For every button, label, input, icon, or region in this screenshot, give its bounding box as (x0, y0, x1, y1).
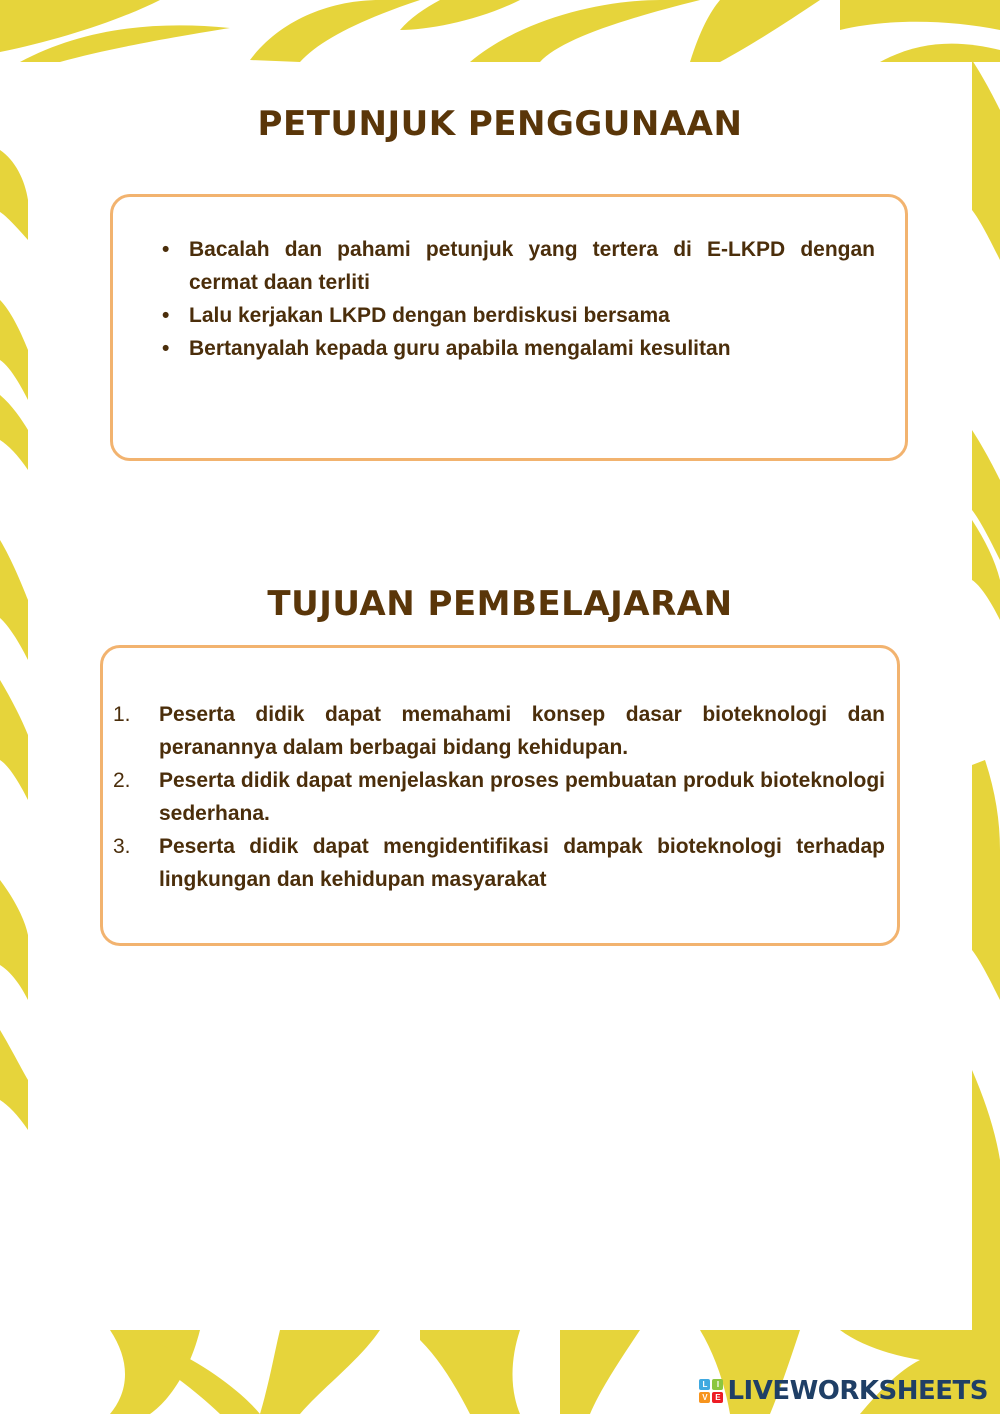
list-item: 3. Peserta didik dapat mengidentifikasi dampak bioteknologi terhadap lingkungan dan kehidupan masyarakat (113, 835, 885, 891)
list-item: 2. Peserta didik dapat menjelaskan proses pembuatan produk bioteknologi sederhana. (113, 769, 885, 825)
tujuan-box (100, 645, 900, 946)
list-item: • Bacalah dan pahami petunjuk yang tertera di E-LKPD dengan cermat daan terliti (162, 238, 875, 294)
petunjuk-box (110, 194, 908, 461)
petunjuk-title: PETUNJUK PENGGUNAAN (257, 104, 743, 144)
tujuan-list (113, 698, 885, 896)
liveworksheets-logo[interactable] (699, 1376, 988, 1406)
live-blocks-icon: L I V E (699, 1379, 723, 1403)
list-item: 1. Peserta didik dapat memahami konsep dasar bioteknologi dan peranannya dalam berbagai bidang kehidupan. (113, 703, 885, 759)
tujuan-title: TUJUAN PEMBELAJARAN (267, 584, 733, 624)
logo-text: LIVEWORKSHEETS (727, 1376, 988, 1406)
list-item: • Lalu kerjakan LKPD dengan berdiskusi bersama (162, 304, 670, 327)
petunjuk-list (159, 233, 875, 365)
list-item: • Bertanyalah kepada guru apabila mengalami kesulitan (162, 337, 731, 360)
